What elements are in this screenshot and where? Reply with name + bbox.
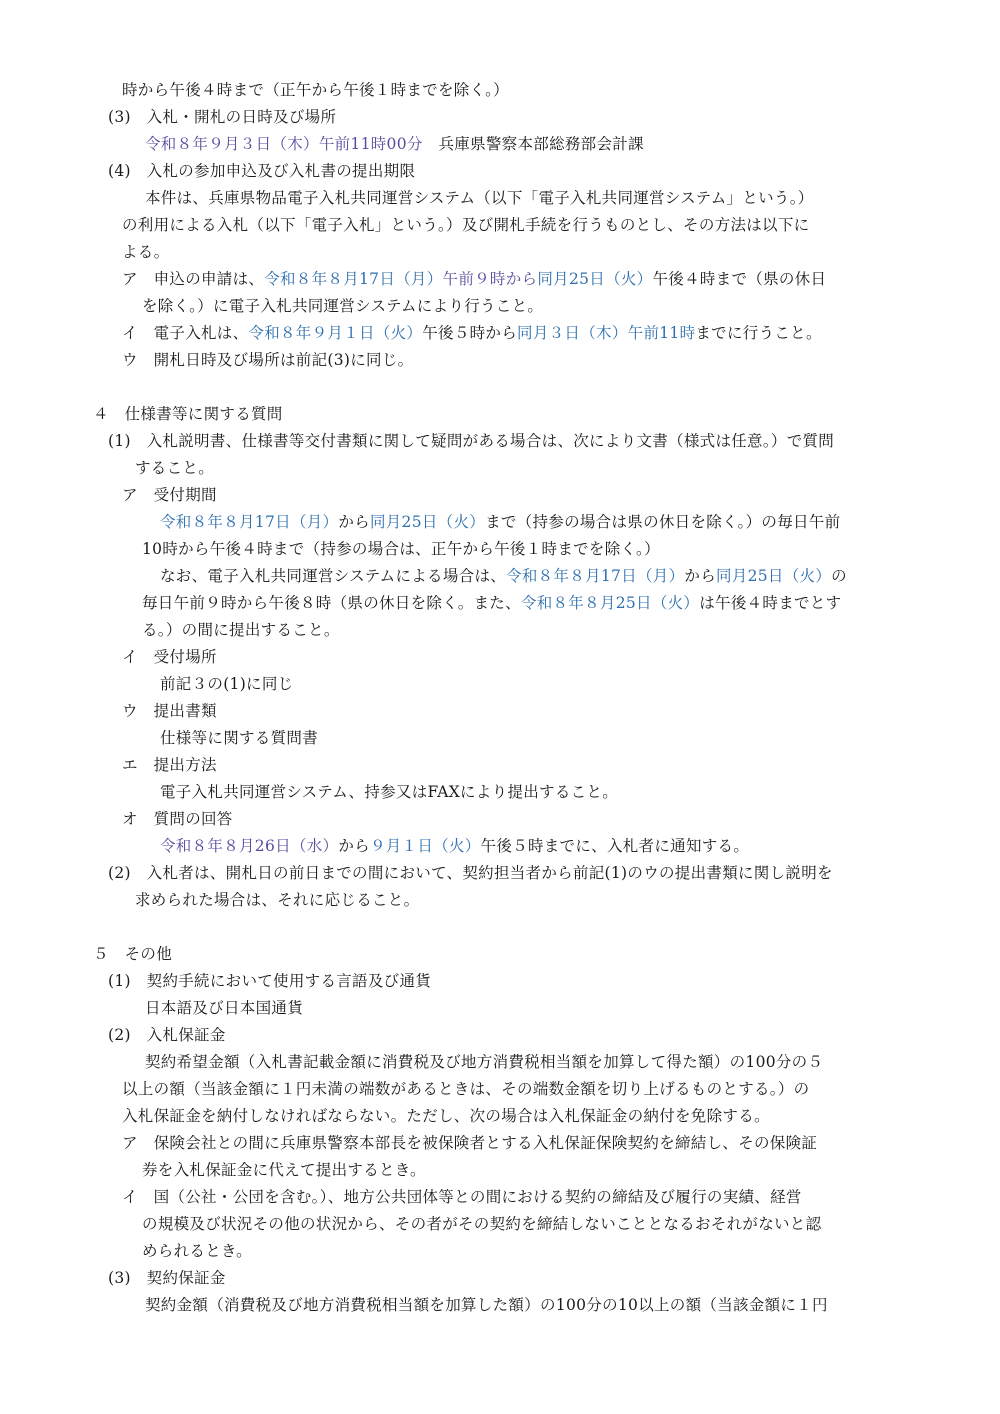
sub-heading-e: エ 提出方法	[122, 756, 217, 774]
time: 午前９時から	[442, 270, 538, 288]
text: から	[338, 513, 370, 531]
text: の	[831, 567, 847, 585]
item-1-line: (1) 入札説明書、仕様書等交付書類に関して疑問がある場合は、次により文書（様式は任意。）で質問	[108, 432, 835, 450]
text-line: 仕様等に関する質問書	[160, 729, 319, 747]
text-line: る。）の間に提出すること。	[142, 621, 340, 639]
reception-period	[160, 512, 840, 532]
text: 毎日午前９時から午後８時（県の休日を除く。また、	[142, 594, 521, 612]
text: までに行うこと。	[695, 324, 822, 342]
sub-heading-o: オ 質問の回答	[122, 810, 233, 828]
text: 午後５時から	[422, 324, 518, 342]
item-3-heading: (3) 契約保証金	[108, 1269, 226, 1287]
opening-time: 午前11時00分	[318, 135, 423, 153]
item-2-line: 求められた場合は、それに応じること。	[135, 891, 420, 909]
sub-item-i-cont: の規模及び状況その他の状況から、その者がその契約を締結しないこととなるおそれがないと認	[142, 1215, 822, 1233]
item-2-line: (2) 入札者は、開札日の前日までの間において、契約担当者から前記(1)のウの提出書類に関し説明を	[108, 864, 833, 882]
paragraph-line: 本件は、兵庫県物品電子入札共同運営システム（以下「電子入札共同運営システム」という。）	[145, 189, 814, 207]
paragraph-line: よる。	[122, 243, 170, 261]
date: 同月25日（火）	[369, 513, 486, 531]
item-2-heading: (2) 入札保証金	[108, 1026, 226, 1044]
item-1-line: すること。	[135, 459, 215, 477]
sub-item-i-cont: められるとき。	[142, 1242, 252, 1260]
date: ９月１日（火）	[369, 837, 481, 855]
text-line: 前記３の(1)に同じ	[160, 675, 294, 693]
date: 同月25日（火）	[537, 270, 653, 288]
date: 令和８年８月26日（水）	[160, 837, 339, 855]
sub-item-u: ウ 開札日時及び場所は前記(3)に同じ。	[122, 351, 414, 369]
sub-item-i: イ 国（公社・公団を含む。）、地方公共団体等との間における契約の締結及び履行の実績、経営	[122, 1188, 802, 1206]
date: 令和８年８月17日（月）	[264, 270, 443, 288]
opening-place: 兵庫県警察本部総務部会計課	[422, 135, 644, 153]
date: 同月25日（火）	[716, 567, 832, 585]
section-5-heading: ５ その他	[93, 945, 173, 963]
sub-item-a-cont: を除く。）に電子入札共同運営システムにより行うこと。	[142, 297, 544, 315]
text-line: 日本語及び日本国通貨	[145, 999, 304, 1017]
text: から	[684, 567, 716, 585]
sub-item-a-cont: 券を入札保証金に代えて提出するとき。	[142, 1161, 426, 1179]
paragraph-line: 契約希望金額（入札書記載金額に消費税及び地方消費税相当額を加算して得た額）の100分の５	[145, 1053, 824, 1071]
text-line: 時から午後４時まで（正午から午後１時までを除く。）	[122, 81, 509, 99]
text-line: 10時から午後４時まで（持参の場合は、正午から午後１時までを除く。）	[142, 540, 660, 558]
sub-heading-i: イ 受付場所	[122, 648, 217, 666]
sub-item-i	[122, 323, 822, 343]
sub-heading-a: ア 受付期間	[122, 486, 217, 504]
paragraph-line: 入札保証金を納付しなければならない。ただし、次の場合は入札保証金の納付を免除する。	[122, 1107, 770, 1125]
paragraph-line: 契約金額（消費税及び地方消費税相当額を加算した額）の100分の10以上の額（当該金額に１円	[145, 1296, 828, 1314]
date: 令和８年９月１日（火）	[248, 324, 423, 342]
date: 令和８年８月25日（火）	[520, 594, 700, 612]
item-4-heading: (4) 入札の参加申込及び入札書の提出期限	[108, 162, 416, 180]
text: まで（持参の場合は県の休日を除く。）の毎日午前	[485, 513, 841, 531]
date: 令和８年８月17日（月）	[160, 513, 339, 531]
date: 同月３日（木）	[517, 324, 628, 342]
paragraph-line: 以上の額（当該金額に１円未満の端数があるときは、その端数金額を切り上げるものとする。）の	[122, 1080, 810, 1098]
text: 午後５時までに、入札者に通知する。	[480, 837, 750, 855]
section-4-heading: ４ 仕様書等に関する質問	[93, 405, 283, 423]
text-line	[160, 566, 847, 586]
text: から	[338, 837, 370, 855]
text-line: 電子入札共同運営システム、持参又はFAXにより提出すること。	[160, 783, 619, 801]
answer-period	[160, 836, 749, 856]
date: 令和８年８月17日（月）	[506, 567, 685, 585]
sub-item-a	[122, 269, 826, 289]
paragraph-line: の利用による入札（以下「電子入札」という。）及び開札手続を行うものとし、その方法は以下に	[122, 216, 810, 234]
text: は午後４時までとす	[699, 594, 842, 612]
time: 午前11時	[627, 324, 696, 342]
item-1-heading: (1) 契約手続において使用する言語及び通貨	[108, 972, 432, 990]
item-3-datetime	[145, 134, 644, 154]
text-line	[142, 593, 841, 613]
sub-item-a: ア 保険会社との間に兵庫県警察本部長を被保険者とする入札保証保険契約を締結し、その保険証	[122, 1134, 818, 1152]
text: ア 申込の申請は、	[122, 270, 265, 288]
item-3-heading: (3) 入札・開札の日時及び場所	[108, 108, 337, 126]
opening-date: 令和８年９月３日（木）	[145, 135, 319, 153]
sub-heading-u: ウ 提出書類	[122, 702, 217, 720]
text: なお、電子入札共同運営システムによる場合は、	[160, 567, 507, 585]
text: 午後４時まで（県の休日	[652, 270, 827, 288]
text: イ 電子入札は、	[122, 324, 249, 342]
